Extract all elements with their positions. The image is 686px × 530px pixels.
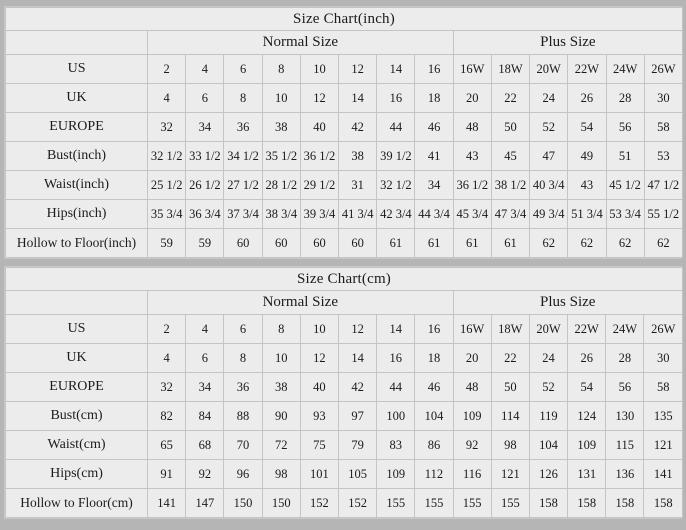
measurement-cell: 20W xyxy=(529,315,567,344)
measurement-cell: 4 xyxy=(186,55,224,84)
measurement-cell: 105 xyxy=(338,460,376,489)
measurement-cell: 14 xyxy=(339,84,377,113)
measurement-cell: 116 xyxy=(453,460,491,489)
measurement-cell: 68 xyxy=(186,431,224,460)
group-header-cell: Normal Size xyxy=(148,291,454,315)
measurement-cell: 16 xyxy=(415,55,453,84)
measurement-cell: 34 xyxy=(186,373,224,402)
measurement-cell: 38 xyxy=(262,373,300,402)
measurement-cell: 39 1/2 xyxy=(377,142,415,171)
measurement-cell: 51 3/4 xyxy=(568,200,606,229)
measurement-cell: 8 xyxy=(262,315,300,344)
measurement-cell: 29 1/2 xyxy=(300,171,338,200)
size-chart-inch-table xyxy=(5,7,683,258)
measurement-cell: 36 xyxy=(224,113,262,142)
measurement-cell: 155 xyxy=(415,489,453,518)
measurement-cell: 46 xyxy=(415,113,453,142)
measurement-cell: 70 xyxy=(224,431,262,460)
measurement-cell: 46 xyxy=(415,373,453,402)
row-label: EUROPE xyxy=(6,113,148,142)
table-row xyxy=(6,431,683,460)
measurement-cell: 38 1/2 xyxy=(491,171,529,200)
measurement-cell: 37 3/4 xyxy=(224,200,262,229)
measurement-cell: 28 xyxy=(606,344,644,373)
table-row xyxy=(6,344,683,373)
row-label: UK xyxy=(6,84,148,113)
measurement-cell: 56 xyxy=(606,373,644,402)
measurement-cell: 109 xyxy=(377,460,415,489)
measurement-cell: 42 3/4 xyxy=(377,200,415,229)
table-row xyxy=(6,229,683,258)
measurement-cell: 155 xyxy=(491,489,529,518)
measurement-cell: 53 xyxy=(644,142,682,171)
measurement-cell: 4 xyxy=(186,315,224,344)
measurement-cell: 53 3/4 xyxy=(606,200,644,229)
measurement-cell: 20W xyxy=(530,55,568,84)
measurement-cell: 30 xyxy=(644,344,683,373)
chart-title-row xyxy=(6,268,683,291)
measurement-cell: 16 xyxy=(377,344,415,373)
measurement-cell: 12 xyxy=(338,315,376,344)
measurement-cell: 60 xyxy=(262,229,300,258)
size-chart-inch xyxy=(4,6,682,259)
row-label: US xyxy=(6,315,148,344)
measurement-cell: 31 xyxy=(339,171,377,200)
measurement-cell: 38 3/4 xyxy=(262,200,300,229)
measurement-cell: 141 xyxy=(644,460,683,489)
measurement-cell: 86 xyxy=(415,431,453,460)
size-chart-cm-body xyxy=(6,268,683,518)
measurement-cell: 88 xyxy=(224,402,262,431)
measurement-cell: 62 xyxy=(644,229,682,258)
measurement-cell: 26 xyxy=(568,84,606,113)
measurement-cell: 44 xyxy=(377,113,415,142)
measurement-cell: 60 xyxy=(300,229,338,258)
chart-title: Size Chart(inch) xyxy=(6,8,683,31)
measurement-cell: 61 xyxy=(453,229,491,258)
measurement-cell: 112 xyxy=(415,460,453,489)
measurement-cell: 6 xyxy=(186,84,224,113)
measurement-cell: 20 xyxy=(453,344,491,373)
measurement-cell: 141 xyxy=(148,489,186,518)
table-row xyxy=(6,142,683,171)
measurement-cell: 39 3/4 xyxy=(300,200,338,229)
measurement-cell: 6 xyxy=(224,315,262,344)
measurement-cell: 40 3/4 xyxy=(530,171,568,200)
measurement-cell: 158 xyxy=(644,489,683,518)
measurement-cell: 24 xyxy=(530,84,568,113)
size-chart-inch-body xyxy=(6,8,683,258)
measurement-cell: 92 xyxy=(453,431,491,460)
group-header-row xyxy=(6,31,683,55)
measurement-cell: 93 xyxy=(300,402,338,431)
group-header-cell: Normal Size xyxy=(148,31,454,55)
measurement-cell: 18W xyxy=(491,315,529,344)
measurement-cell: 28 1/2 xyxy=(262,171,300,200)
measurement-cell: 136 xyxy=(606,460,644,489)
measurement-cell: 14 xyxy=(338,344,376,373)
measurement-cell: 52 xyxy=(530,113,568,142)
measurement-cell: 42 xyxy=(339,113,377,142)
measurement-cell: 10 xyxy=(262,344,300,373)
measurement-cell: 62 xyxy=(606,229,644,258)
measurement-cell: 61 xyxy=(415,229,453,258)
measurement-cell: 32 xyxy=(148,113,186,142)
table-row xyxy=(6,373,683,402)
measurement-cell: 60 xyxy=(224,229,262,258)
measurement-cell: 52 xyxy=(529,373,567,402)
measurement-cell: 14 xyxy=(377,55,415,84)
measurement-cell: 26W xyxy=(644,315,683,344)
measurement-cell: 20 xyxy=(453,84,491,113)
measurement-cell: 41 xyxy=(415,142,453,171)
measurement-cell: 150 xyxy=(224,489,262,518)
measurement-cell: 49 3/4 xyxy=(530,200,568,229)
measurement-cell: 47 3/4 xyxy=(491,200,529,229)
table-row xyxy=(6,113,683,142)
measurement-cell: 18 xyxy=(415,84,453,113)
measurement-cell: 59 xyxy=(186,229,224,258)
measurement-cell: 119 xyxy=(529,402,567,431)
measurement-cell: 48 xyxy=(453,113,491,142)
table-row xyxy=(6,402,683,431)
row-label: Waist(cm) xyxy=(6,431,148,460)
measurement-cell: 58 xyxy=(644,113,682,142)
row-label: Hollow to Floor(inch) xyxy=(6,229,148,258)
measurement-cell: 10 xyxy=(300,315,338,344)
measurement-cell: 16W xyxy=(453,55,491,84)
group-header-cell: Plus Size xyxy=(453,291,682,315)
measurement-cell: 155 xyxy=(453,489,491,518)
table-row xyxy=(6,489,683,518)
chart-title-row xyxy=(6,8,683,31)
row-label: Bust(inch) xyxy=(6,142,148,171)
measurement-cell: 33 1/2 xyxy=(186,142,224,171)
measurement-cell: 90 xyxy=(262,402,300,431)
measurement-cell: 18 xyxy=(415,344,453,373)
measurement-cell: 98 xyxy=(491,431,529,460)
row-label: Hollow to Floor(cm) xyxy=(6,489,148,518)
measurement-cell: 35 1/2 xyxy=(262,142,300,171)
measurement-cell: 4 xyxy=(148,84,186,113)
measurement-cell: 24 xyxy=(529,344,567,373)
measurement-cell: 92 xyxy=(186,460,224,489)
measurement-cell: 109 xyxy=(568,431,606,460)
measurement-cell: 121 xyxy=(491,460,529,489)
measurement-cell: 32 1/2 xyxy=(377,171,415,200)
measurement-cell: 12 xyxy=(300,344,338,373)
measurement-cell: 121 xyxy=(644,431,683,460)
measurement-cell: 35 3/4 xyxy=(148,200,186,229)
measurement-cell: 18W xyxy=(491,55,529,84)
measurement-cell: 30 xyxy=(644,84,682,113)
measurement-cell: 8 xyxy=(262,55,300,84)
measurement-cell: 50 xyxy=(491,373,529,402)
measurement-cell: 36 xyxy=(224,373,262,402)
measurement-cell: 44 xyxy=(377,373,415,402)
measurement-cell: 45 1/2 xyxy=(606,171,644,200)
measurement-cell: 43 xyxy=(453,142,491,171)
chart-title: Size Chart(cm) xyxy=(6,268,683,291)
measurement-cell: 62 xyxy=(568,229,606,258)
measurement-cell: 36 3/4 xyxy=(186,200,224,229)
measurement-cell: 75 xyxy=(300,431,338,460)
measurement-cell: 28 xyxy=(606,84,644,113)
row-label: UK xyxy=(6,344,148,373)
table-row xyxy=(6,84,683,113)
row-label: Hips(cm) xyxy=(6,460,148,489)
measurement-cell: 40 xyxy=(300,373,338,402)
measurement-cell: 54 xyxy=(568,373,606,402)
measurement-cell: 158 xyxy=(529,489,567,518)
row-label: Bust(cm) xyxy=(6,402,148,431)
measurement-cell: 55 1/2 xyxy=(644,200,682,229)
group-header-cell: Plus Size xyxy=(453,31,682,55)
measurement-cell: 24W xyxy=(606,315,644,344)
measurement-cell: 58 xyxy=(644,373,683,402)
measurement-cell: 54 xyxy=(568,113,606,142)
row-label: Hips(inch) xyxy=(6,200,148,229)
measurement-cell: 8 xyxy=(224,344,262,373)
measurement-cell: 47 xyxy=(530,142,568,171)
measurement-cell: 91 xyxy=(148,460,186,489)
measurement-cell: 40 xyxy=(300,113,338,142)
measurement-cell: 14 xyxy=(377,315,415,344)
measurement-cell: 124 xyxy=(568,402,606,431)
measurement-cell: 158 xyxy=(568,489,606,518)
measurement-cell: 147 xyxy=(186,489,224,518)
measurement-cell: 8 xyxy=(224,84,262,113)
measurement-cell: 45 3/4 xyxy=(453,200,491,229)
measurement-cell: 115 xyxy=(606,431,644,460)
measurement-cell: 61 xyxy=(377,229,415,258)
measurement-cell: 25 1/2 xyxy=(148,171,186,200)
measurement-cell: 6 xyxy=(186,344,224,373)
header-corner-cell xyxy=(6,291,148,315)
measurement-cell: 10 xyxy=(300,55,338,84)
measurement-cell: 36 1/2 xyxy=(453,171,491,200)
measurement-cell: 114 xyxy=(491,402,529,431)
measurement-cell: 12 xyxy=(339,55,377,84)
measurement-cell: 22 xyxy=(491,344,529,373)
row-label: EUROPE xyxy=(6,373,148,402)
measurement-cell: 41 3/4 xyxy=(339,200,377,229)
table-row xyxy=(6,460,683,489)
measurement-cell: 2 xyxy=(148,55,186,84)
measurement-cell: 65 xyxy=(148,431,186,460)
measurement-cell: 131 xyxy=(568,460,606,489)
size-chart-cm-table xyxy=(5,267,683,518)
measurement-cell: 72 xyxy=(262,431,300,460)
measurement-cell: 155 xyxy=(377,489,415,518)
measurement-cell: 6 xyxy=(224,55,262,84)
measurement-cell: 56 xyxy=(606,113,644,142)
measurement-cell: 62 xyxy=(530,229,568,258)
measurement-cell: 16 xyxy=(415,315,453,344)
measurement-cell: 135 xyxy=(644,402,683,431)
row-label: US xyxy=(6,55,148,84)
measurement-cell: 100 xyxy=(377,402,415,431)
measurement-cell: 82 xyxy=(148,402,186,431)
measurement-cell: 34 1/2 xyxy=(224,142,262,171)
measurement-cell: 96 xyxy=(224,460,262,489)
measurement-cell: 98 xyxy=(262,460,300,489)
table-row xyxy=(6,171,683,200)
measurement-cell: 97 xyxy=(338,402,376,431)
measurement-cell: 34 xyxy=(186,113,224,142)
measurement-cell: 60 xyxy=(339,229,377,258)
measurement-cell: 61 xyxy=(491,229,529,258)
measurement-cell: 152 xyxy=(300,489,338,518)
measurement-cell: 42 xyxy=(338,373,376,402)
measurement-cell: 26 xyxy=(568,344,606,373)
measurement-cell: 4 xyxy=(148,344,186,373)
measurement-cell: 59 xyxy=(148,229,186,258)
measurement-cell: 49 xyxy=(568,142,606,171)
measurement-cell: 10 xyxy=(262,84,300,113)
header-corner-cell xyxy=(6,31,148,55)
table-row xyxy=(6,315,683,344)
measurement-cell: 22W xyxy=(568,315,606,344)
size-chart-cm xyxy=(4,266,682,519)
measurement-cell: 36 1/2 xyxy=(300,142,338,171)
table-row xyxy=(6,55,683,84)
measurement-cell: 24W xyxy=(606,55,644,84)
measurement-cell: 158 xyxy=(606,489,644,518)
measurement-cell: 38 xyxy=(262,113,300,142)
measurement-cell: 32 xyxy=(148,373,186,402)
measurement-cell: 44 3/4 xyxy=(415,200,453,229)
measurement-cell: 45 xyxy=(491,142,529,171)
measurement-cell: 101 xyxy=(300,460,338,489)
measurement-cell: 16 xyxy=(377,84,415,113)
row-label: Waist(inch) xyxy=(6,171,148,200)
measurement-cell: 22W xyxy=(568,55,606,84)
measurement-cell: 130 xyxy=(606,402,644,431)
measurement-cell: 43 xyxy=(568,171,606,200)
measurement-cell: 83 xyxy=(377,431,415,460)
measurement-cell: 50 xyxy=(491,113,529,142)
group-header-row xyxy=(6,291,683,315)
measurement-cell: 27 1/2 xyxy=(224,171,262,200)
measurement-cell: 104 xyxy=(415,402,453,431)
measurement-cell: 26W xyxy=(644,55,682,84)
measurement-cell: 48 xyxy=(453,373,491,402)
table-row xyxy=(6,200,683,229)
measurement-cell: 126 xyxy=(529,460,567,489)
measurement-cell: 104 xyxy=(529,431,567,460)
measurement-cell: 79 xyxy=(338,431,376,460)
measurement-cell: 150 xyxy=(262,489,300,518)
measurement-cell: 84 xyxy=(186,402,224,431)
measurement-cell: 26 1/2 xyxy=(186,171,224,200)
measurement-cell: 51 xyxy=(606,142,644,171)
measurement-cell: 22 xyxy=(491,84,529,113)
measurement-cell: 32 1/2 xyxy=(148,142,186,171)
measurement-cell: 38 xyxy=(339,142,377,171)
measurement-cell: 109 xyxy=(453,402,491,431)
measurement-cell: 152 xyxy=(338,489,376,518)
measurement-cell: 12 xyxy=(300,84,338,113)
measurement-cell: 47 1/2 xyxy=(644,171,682,200)
measurement-cell: 16W xyxy=(453,315,491,344)
measurement-cell: 2 xyxy=(148,315,186,344)
measurement-cell: 34 xyxy=(415,171,453,200)
